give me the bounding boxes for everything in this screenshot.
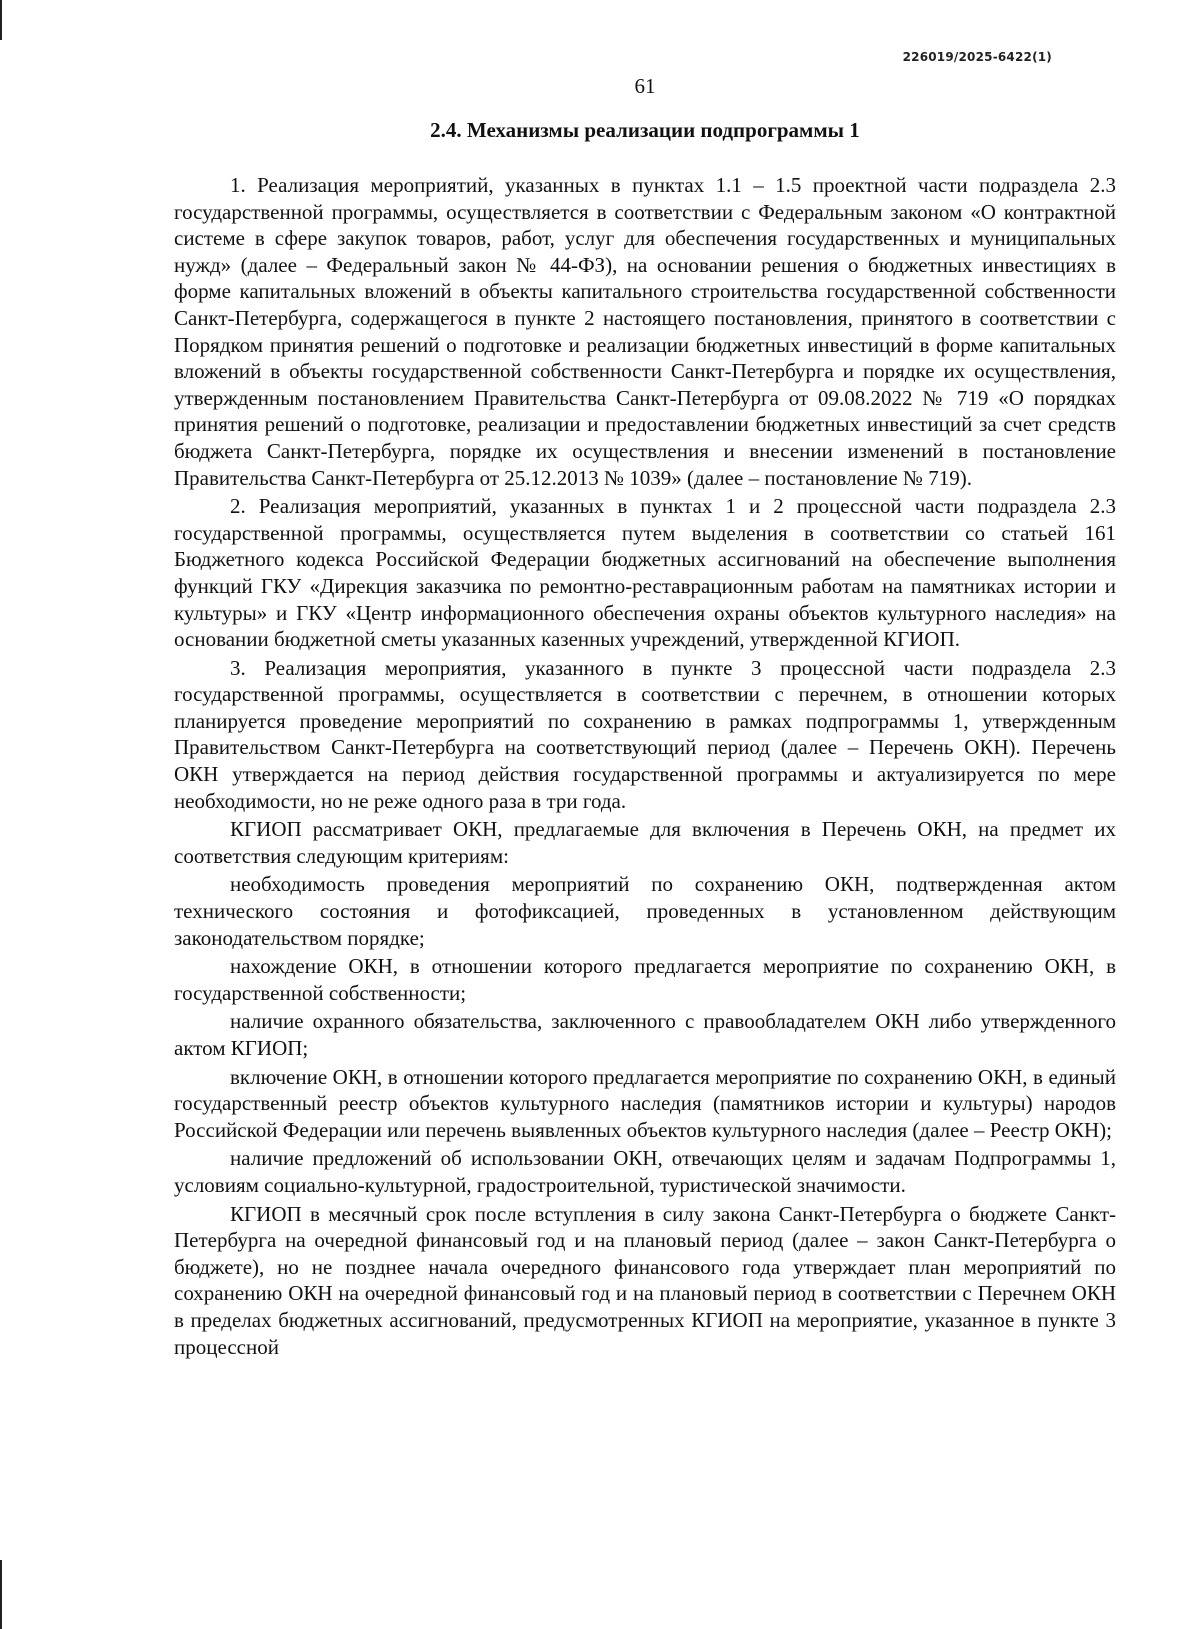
paragraph-2: 2. Реализация мероприятий, указанных в пунктах 1 и 2 процессной части подраздела 2.3 государственной программы, осуществляется путем выделения в соответствии со статьей 161 Бюджетного кодекса Российской Федерации бюджетных ассигнований на обеспечение выполнения функций ГКУ «Дирекция заказчика по ремонтно-реставрационным работам на памятниках истории и культуры» и ГКУ «Центр информационного обеспечения охраны объектов культурного наследия» на основании бюджетной сметы указанных казенных учреждений, утвержденной КГИОП. <box>174 494 1116 652</box>
criterion-ownership: нахождение ОКН, в отношении которого предлагается мероприятие по сохранению ОКН, в государственной собственности; <box>174 954 1116 1005</box>
paragraph-criteria-intro: КГИОП рассматривает ОКН, предлагаемые для включения в Перечень ОКН, на предмет их соответствия следующим критериям: <box>174 817 1116 868</box>
paragraph-plan: КГИОП в месячный срок после вступления в силу закона Санкт-Петербурга о бюджете Санкт-Петербурга на очередной финансовый год и на плановый период (далее – закон Санкт-Петербурга о бюджете), но не позднее начала очередного финансового года утверждает план мероприятий по сохранению ОКН на очередной финансовый год и на плановый период в соответствии с Перечнем ОКН в пределах бюджетных ассигнований, предусмотренных КГИОП на мероприятие, указанное в пункте 3 процессной <box>174 1201 1116 1359</box>
criterion-obligation: наличие охранного обязательства, заключенного с правообладателем ОКН либо утвержденного актом КГИОП; <box>174 1009 1116 1060</box>
document-id: 226019/2025-6422(1) <box>902 50 1052 64</box>
paragraph-3: 3. Реализация мероприятия, указанного в пункте 3 процессной части подраздела 2.3 государственной программы, осуществляется в соответствии с перечнем, в отношении которых планируется проведение мероприятий по сохранению в рамках подпрограммы 1, утвержденным Правительством Санкт-Петербурга на соответствующий период (далее – Перечень ОКН). Перечень ОКН утверждается на период действия государственной программы и актуализируется по мере необходимости, но не реже одного раза в три года. <box>174 655 1116 813</box>
criterion-necessity: необходимость проведения мероприятий по сохранению ОКН, подтвержденная актом технического состояния и фотофиксацией, проведенных в установленном действующим законодательством порядке; <box>174 872 1116 950</box>
scan-edge-mark <box>0 0 2 40</box>
paragraph-1: 1. Реализация мероприятий, указанных в пунктах 1.1 – 1.5 проектной части подраздела 2.3 государственной программы, осуществляется в соответствии с Федеральным законом «О контрактной системе в сфере закупок товаров, работ, услуг для обеспечения государственных и муниципальных нужд» (далее – Федеральный закон № 44-ФЗ), на основании решения о бюджетных инвестициях в форме капитальных вложений в объекты капитального строительства государственной собственности Санкт-Петербурга, содержащегося в пункте 2 настоящего постановления, принятого в соответствии с Порядком принятия решений о подготовке и реализации бюджетных инвестиций в форме капитальных вложений в объекты государственной собственности Санкт-Петербурга и порядке их осуществления, утвержденным постановлением Правительства Санкт-Петербурга от 09.08.2022 № 719 «О порядках принятия решений о подготовке, реализации и предоставлении бюджетных инвестиций за счет средств бюджета Санкт-Петербурга, порядке их осуществления и внесении изменений в постановление Правительства Санкт-Петербурга от 25.12.2013 № 1039» (далее – постановление № 719). <box>174 173 1116 490</box>
scan-edge-mark <box>0 1560 2 1629</box>
section-title: 2.4. Механизмы реализации подпрограммы 1 <box>430 118 860 142</box>
document-body <box>174 172 1116 1360</box>
criterion-registry: включение ОКН, в отношении которого предлагается мероприятие по сохранению ОКН, в единый государственный реестр объектов культурного наследия (памятников истории и культуры) народов Российской Федерации или перечень выявленных объектов культурного наследия (далее – Реестр ОКН); <box>174 1064 1116 1142</box>
criterion-usage: наличие предложений об использовании ОКН, отвечающих целям и задачам Подпрограммы 1, условиям социально-культурной, градостроительной, туристической значимости. <box>174 1146 1116 1197</box>
page-number: 61 <box>634 74 656 98</box>
